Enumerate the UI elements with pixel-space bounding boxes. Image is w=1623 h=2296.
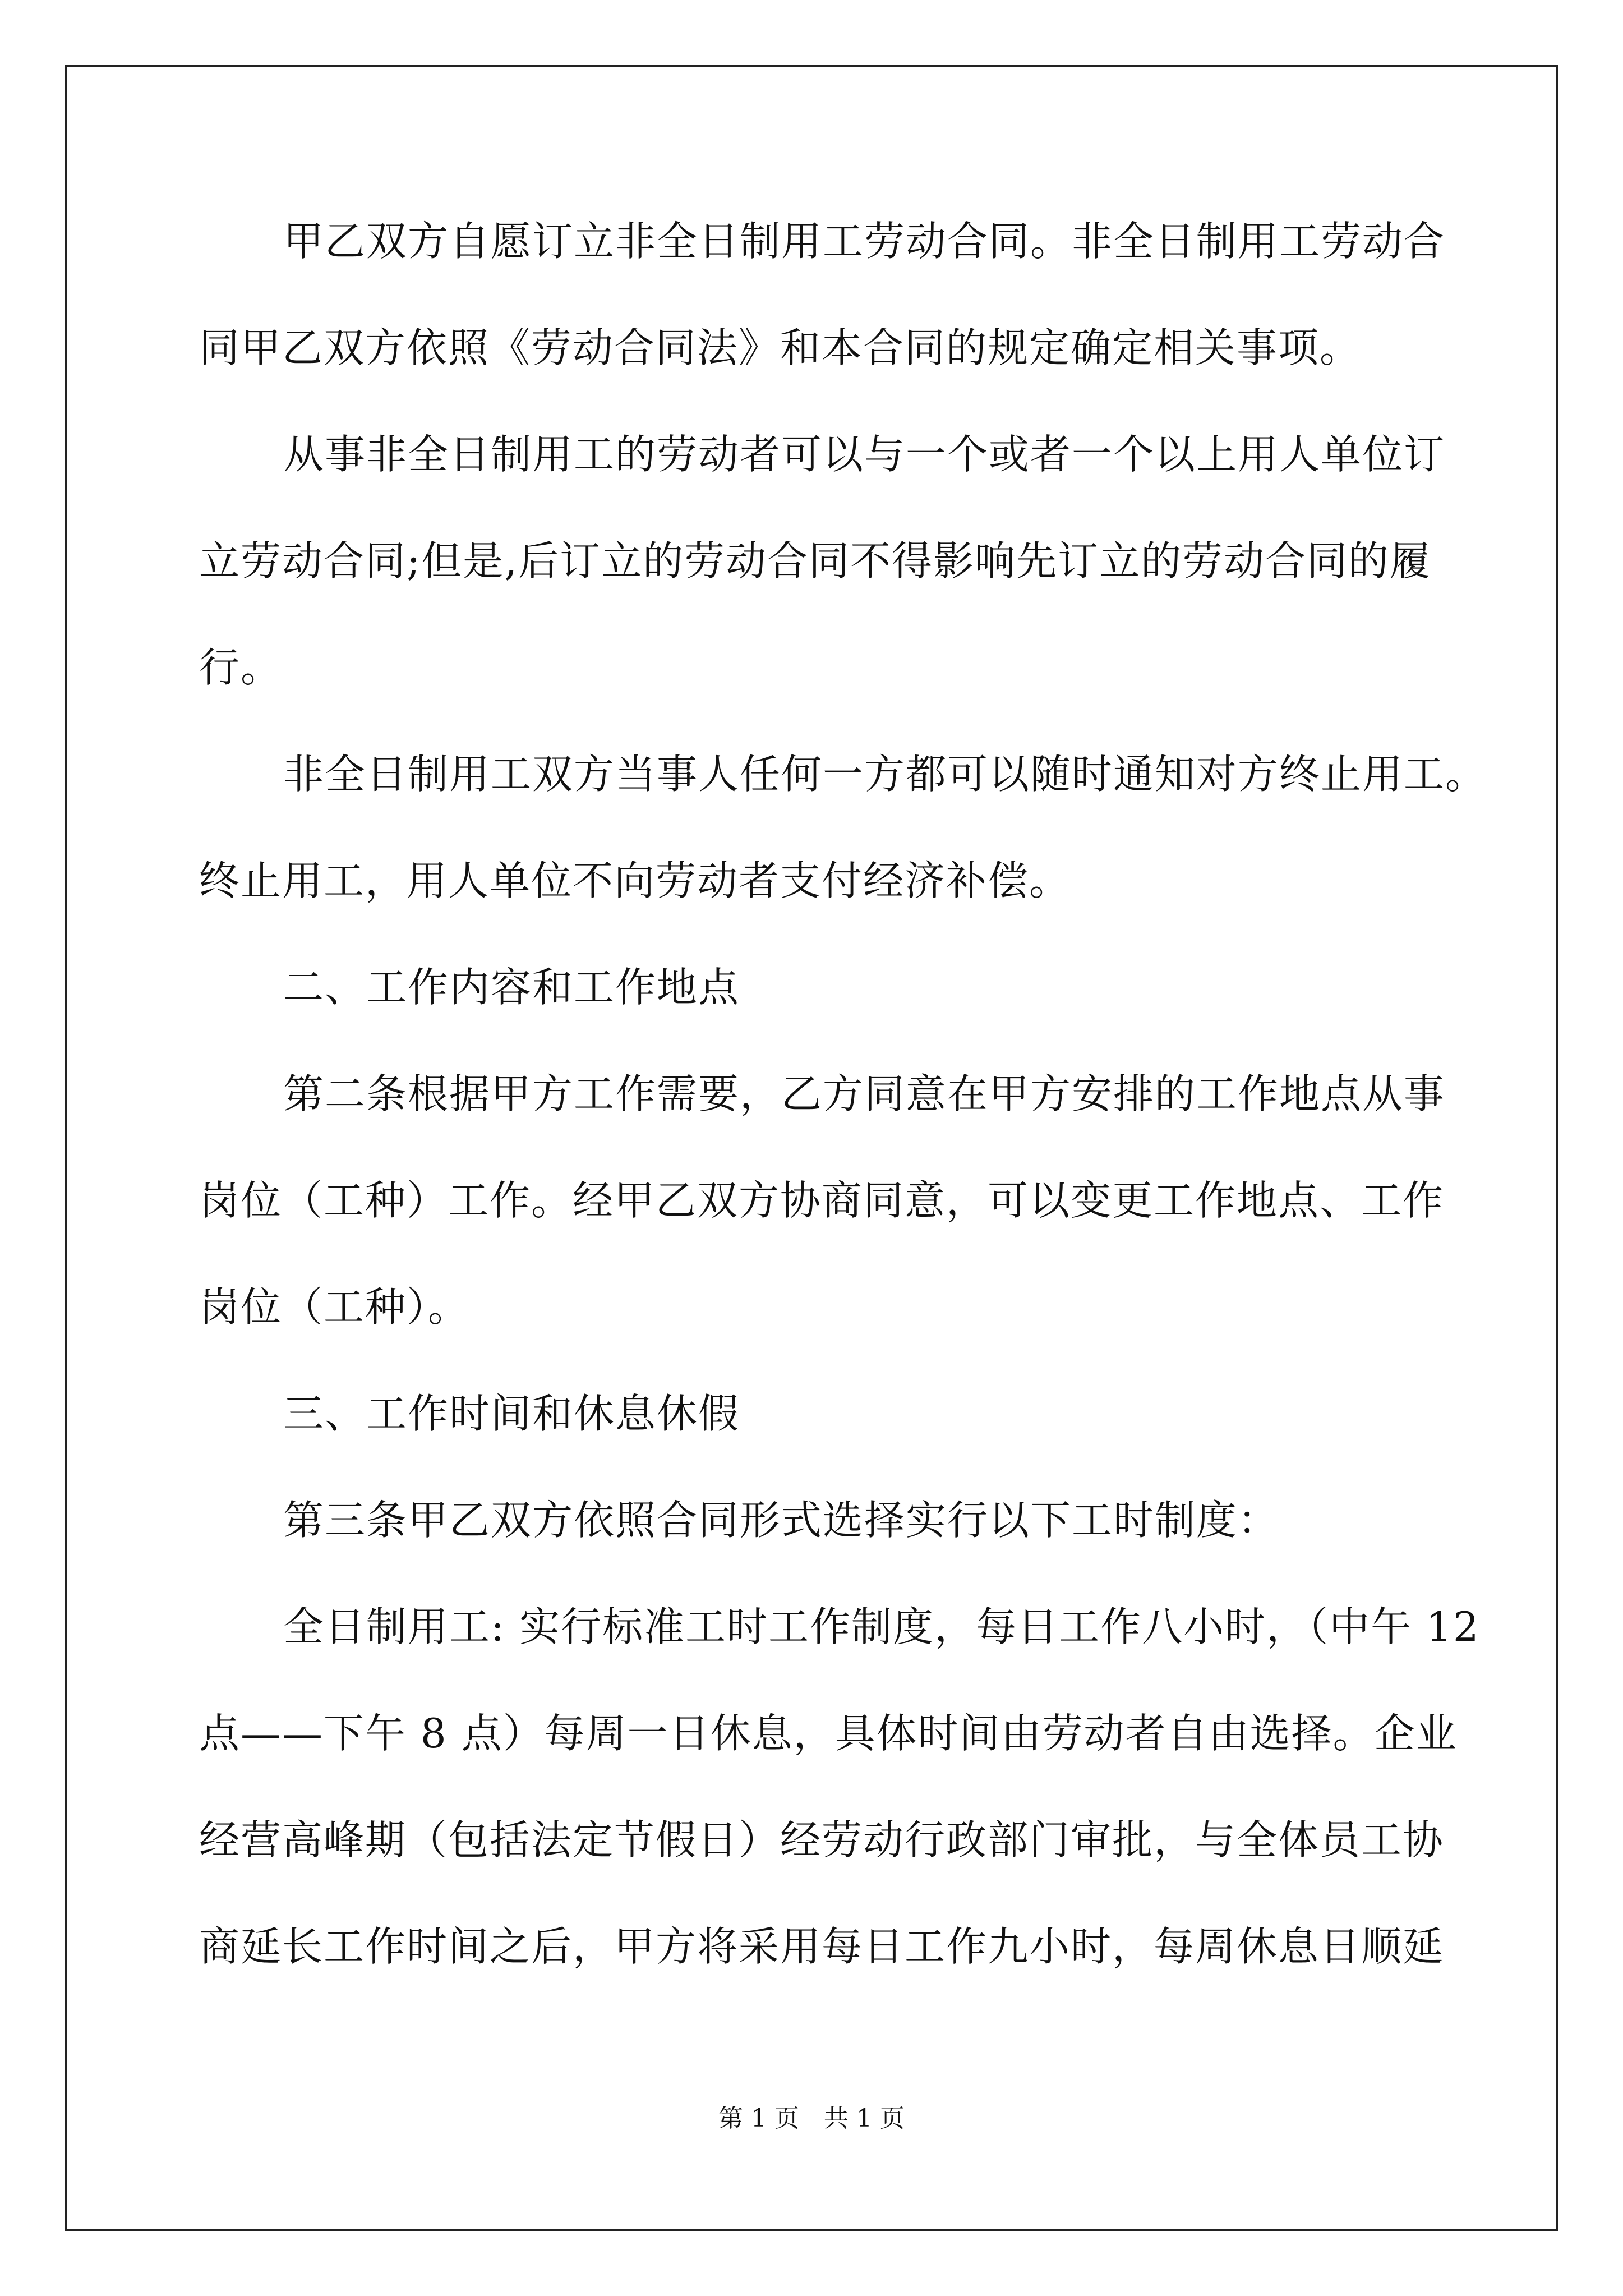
paragraph-line: 甲乙双方自愿订立非全日制用工劳动合同。非全日制用工劳动合 <box>283 218 1446 265</box>
paragraph-line: 全日制用工: 实行标准工时工作制度，每日工作八小时，（中午 12 <box>283 1603 1480 1650</box>
paragraph-line: 同甲乙双方依照《劳动合同法》和本合同的规定确定相关事项。 <box>199 324 1362 371</box>
section-heading: 三、工作时间和休息休假 <box>283 1390 740 1437</box>
paragraph-line: 立劳动合同;但是,后订立的劳动合同不得影响先订立的劳动合同的履 <box>199 537 1432 585</box>
paragraph-line: 岗位（工种）。 <box>199 1283 470 1331</box>
paragraph-line: 经营高峰期（包括法定节假日）经劳动行政部门审批，与全体员工协 <box>199 1816 1445 1864</box>
section-heading: 二、工作内容和工作地点 <box>283 964 740 1011</box>
paragraph-line: 点——下午 8 点）每周一日休息，具体时间由劳动者自由选择。企业 <box>199 1710 1458 1757</box>
page-number: 第 1 页 共 1 页 <box>718 2104 905 2133</box>
paragraph-line: 从事非全日制用工的劳动者可以与一个或者一个以上用人单位订 <box>283 431 1446 478</box>
paragraph-line: 非全日制用工双方当事人任何一方都可以随时通知对方终止用工。 <box>283 751 1487 798</box>
paragraph-line: 终止用工，用人单位不向劳动者支付经济补偿。 <box>199 857 1071 904</box>
paragraph-line: 岗位（工种）工作。经甲乙双方协商同意，可以变更工作地点、工作 <box>199 1177 1445 1224</box>
paragraph-line: 行。 <box>199 644 283 691</box>
document-body <box>199 218 1487 2031</box>
paragraph-line: 第二条根据甲方工作需要，乙方同意在甲方安排的工作地点从事 <box>283 1070 1446 1117</box>
paragraph-line: 商延长工作时间之后，甲方将采用每日工作九小时，每周休息日顺延 <box>199 1923 1445 1970</box>
paragraph-line: 第三条甲乙双方依照合同形式选择实行以下工时制度： <box>283 1497 1280 1544</box>
